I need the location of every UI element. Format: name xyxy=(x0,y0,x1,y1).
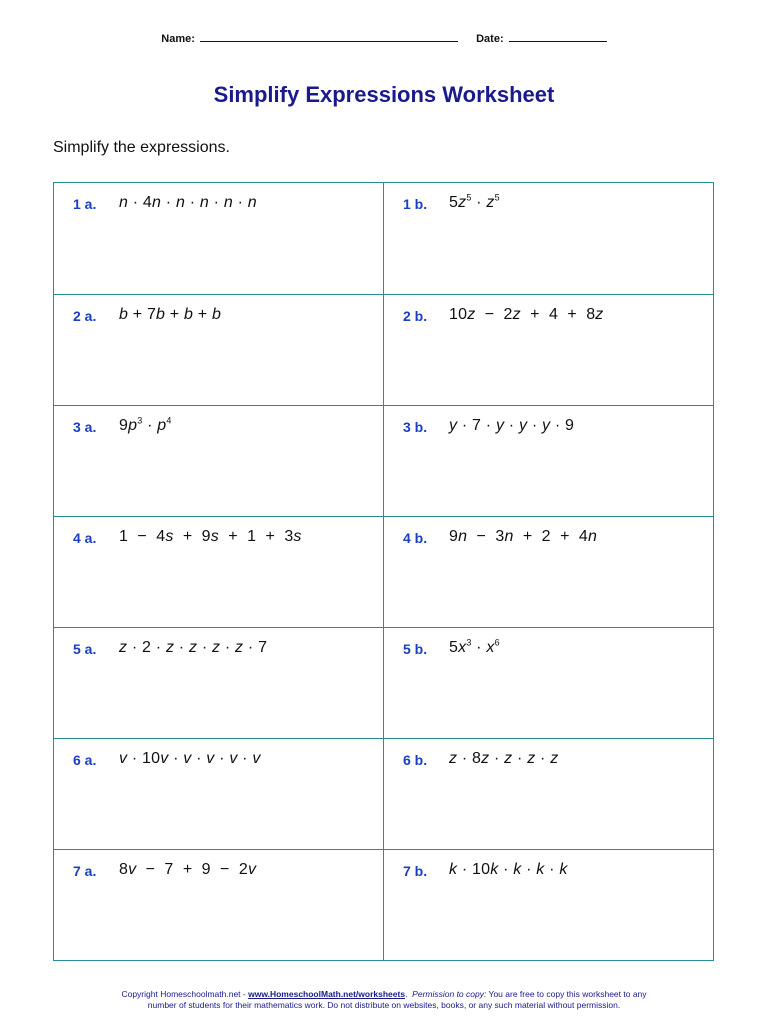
problems-grid xyxy=(53,182,714,961)
problem-number: 2 b. xyxy=(403,308,428,324)
problem-cell xyxy=(384,628,713,738)
page-title: Simplify Expressions Worksheet xyxy=(213,82,555,107)
name-field xyxy=(200,31,458,42)
problem-number: 6 a. xyxy=(73,752,97,768)
footer-link[interactable]: www.HomeschoolMath.net/worksheets xyxy=(248,989,406,999)
name-date-line xyxy=(0,31,768,45)
footer-line-1: Copyright Homeschoolmath.net - www.HomeschoolMath.net/worksheets. Permission to copy: You are free to copy this worksheet to any xyxy=(121,989,647,999)
problem-number: 5 a. xyxy=(73,641,97,657)
problem-number: 2 a. xyxy=(73,308,97,324)
name-label: Name: xyxy=(161,33,195,45)
problem-cell xyxy=(384,183,713,294)
instructions: Simplify the expressions. xyxy=(53,139,230,156)
problem-expression: n · 4n · n · n · n · n xyxy=(119,194,257,211)
problem-cell xyxy=(54,739,384,849)
problem-expression: y · 7 · y · y · y · 9 xyxy=(449,417,575,434)
problem-expression: v · 10v · v · v · v · v xyxy=(119,750,261,767)
problem-cell xyxy=(384,406,713,516)
problem-expression: k · 10k · k · k · k xyxy=(449,861,568,878)
problem-row xyxy=(54,516,713,627)
problem-expression: $9p^3 \cdot p^4$ xyxy=(119,415,172,434)
problem-cell xyxy=(54,406,384,516)
problem-row xyxy=(54,627,713,738)
footer-permission-text: You are free to copy this worksheet to any xyxy=(486,989,647,999)
problem-number: 4 a. xyxy=(73,530,97,546)
problem-row xyxy=(54,738,713,849)
problem-expression: z · 8z · z · z · z xyxy=(449,750,559,767)
footer-line-2: number of students for their mathematics work. Do not distribute on websites, books, or any such material without permission. xyxy=(147,1000,621,1010)
problem-cell xyxy=(384,739,713,849)
problem-number: 4 b. xyxy=(403,530,428,546)
problem-expression: b + 7b + b + b xyxy=(119,306,222,323)
problem-cell xyxy=(54,850,384,960)
problem-cell xyxy=(384,295,713,405)
footer-copyright: Copyright Homeschoolmath.net - xyxy=(121,989,249,999)
problem-expression: $5z^5 \cdot z^5$ xyxy=(449,192,500,211)
problem-number: 5 b. xyxy=(403,641,428,657)
problem-cell xyxy=(54,628,384,738)
problem-number: 3 b. xyxy=(403,419,428,435)
problem-expression: 1 − 4s + 9s + 1 + 3s xyxy=(119,528,302,545)
footer xyxy=(0,989,768,1011)
problem-cell xyxy=(384,517,713,627)
problem-number: 1 a. xyxy=(73,196,97,212)
problem-cell xyxy=(54,183,384,294)
problem-row xyxy=(54,294,713,405)
problem-cell xyxy=(384,850,713,960)
problem-cell xyxy=(54,517,384,627)
problem-row xyxy=(54,405,713,516)
problem-expression: 8v − 7 + 9 − 2v xyxy=(119,861,257,878)
problem-expression: z · 2 · z · z · z · z · 7 xyxy=(119,639,268,656)
problem-row xyxy=(54,183,713,294)
date-field xyxy=(509,31,607,42)
footer-permission-label: Permission to copy: xyxy=(412,989,487,999)
problem-number: 3 a. xyxy=(73,419,97,435)
problem-row xyxy=(54,849,713,960)
problem-expression: $5x^3 \cdot x^6$ xyxy=(449,637,500,656)
problem-number: 1 b. xyxy=(403,196,428,212)
problem-number: 6 b. xyxy=(403,752,428,768)
problem-expression: 10z − 2z + 4 + 8z xyxy=(449,306,604,323)
problem-expression: 9n − 3n + 2 + 4n xyxy=(449,528,598,545)
problem-number: 7 a. xyxy=(73,863,97,879)
problem-number: 7 b. xyxy=(403,863,428,879)
date-label: Date: xyxy=(476,33,504,45)
problem-cell xyxy=(54,295,384,405)
